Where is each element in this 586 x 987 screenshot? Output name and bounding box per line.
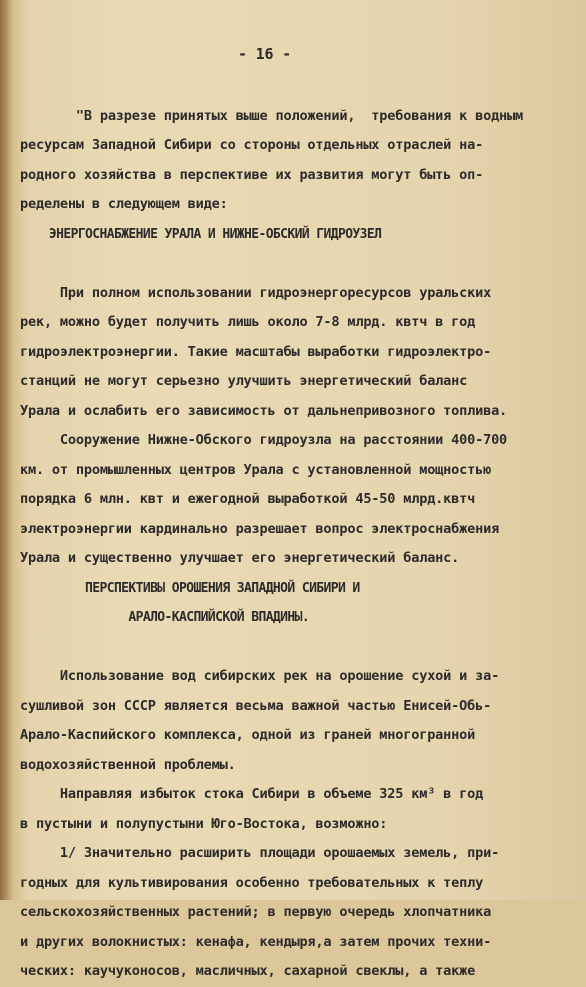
- text-line: станций не могут серьезно улучшить энергетический баланс: [20, 373, 468, 389]
- text-line: в пустыни и полупустыни Юго-Востока, возможно:: [20, 815, 388, 832]
- page-binding-shadow: [0, 0, 14, 900]
- section-heading: ЭНЕРГОСНАБЖЕНИЕ УРАЛА И НИЖНЕ-ОБСКИЙ ГИДРОУЗЕЛ: [20, 226, 382, 242]
- text-line: При полном использовании гидроэнергоресурсов уральских: [20, 284, 492, 301]
- text-line: родного хозяйства в перспективе их развития могут быть оп-: [20, 166, 484, 183]
- blank-line: [20, 633, 580, 663]
- blank-line: [20, 249, 580, 279]
- typewritten-text: [20, 8, 580, 987]
- text-line: Использование вод сибирских рек на орошение сухой и за-: [20, 668, 500, 684]
- text-line: гидроэлектроэнергии. Такие масштабы выработки гидроэлектро-: [20, 343, 492, 360]
- text-line: Сооружение Нижне-Обского гидроузла на расстоянии 400-700: [20, 432, 508, 448]
- text-line: Урала и ослабить его зависимость от дальнепривозного топлива.: [20, 402, 508, 419]
- text-line: сушливой зон СССР является весьма важной частью Енисей-Обь-: [20, 697, 492, 714]
- text-line: и других волокнистых: кенафа, кендыря,а затем прочих техни-: [20, 933, 492, 950]
- section-heading: ПЕРСПЕКТИВЫ ОРОШЕНИЯ ЗАПАДНОЙ СИБИРИ И: [20, 580, 360, 596]
- text-line: Направляя избыток стока Сибири в объеме 325 км³ в год: [20, 786, 484, 802]
- text-line: "В разрезе принятых выше положений, требования к водным: [20, 107, 524, 124]
- text-line: ресурсам Западной Сибири со стороны отдельных отраслей на-: [20, 137, 484, 153]
- text-line: рек, можно будет получить лишь около 7-8 млрд. квтч в год: [20, 314, 476, 330]
- text-line: Урала и существенно улучшает его энергетический баланс.: [20, 550, 460, 566]
- section-heading: АРАЛО-КАСПИЙСКОЙ ВПАДИНЫ.: [20, 610, 310, 625]
- text-line: км. от промышленных центров Урала с установленной мощностью: [20, 461, 492, 478]
- text-line: сельскохозяйственных растений; в первую очередь хлопчатника: [20, 904, 492, 920]
- text-line: Арало-Каспийского комплекса, одной из граней многогранной: [20, 727, 476, 743]
- page-number: - 16 -: [238, 45, 291, 63]
- text-line: годных для культивирования особенно требовательных к теплу: [20, 874, 484, 891]
- text-line: электроэнергии кардинально разрешает вопрос электроснабжения: [20, 520, 500, 537]
- text-line: ческих: каучуконосов, масличных, сахарной свеклы, а также: [20, 963, 476, 979]
- text-line: порядка 6 млн. квт и ежегодной выработкой 45-50 млрд.квтч: [20, 491, 476, 507]
- text-line: водохозяйственной проблемы.: [20, 756, 236, 773]
- text-line: 1/ Значительно расширить площади орошаемых земель, при-: [20, 845, 500, 861]
- text-line: ределены в следующем виде:: [20, 196, 228, 212]
